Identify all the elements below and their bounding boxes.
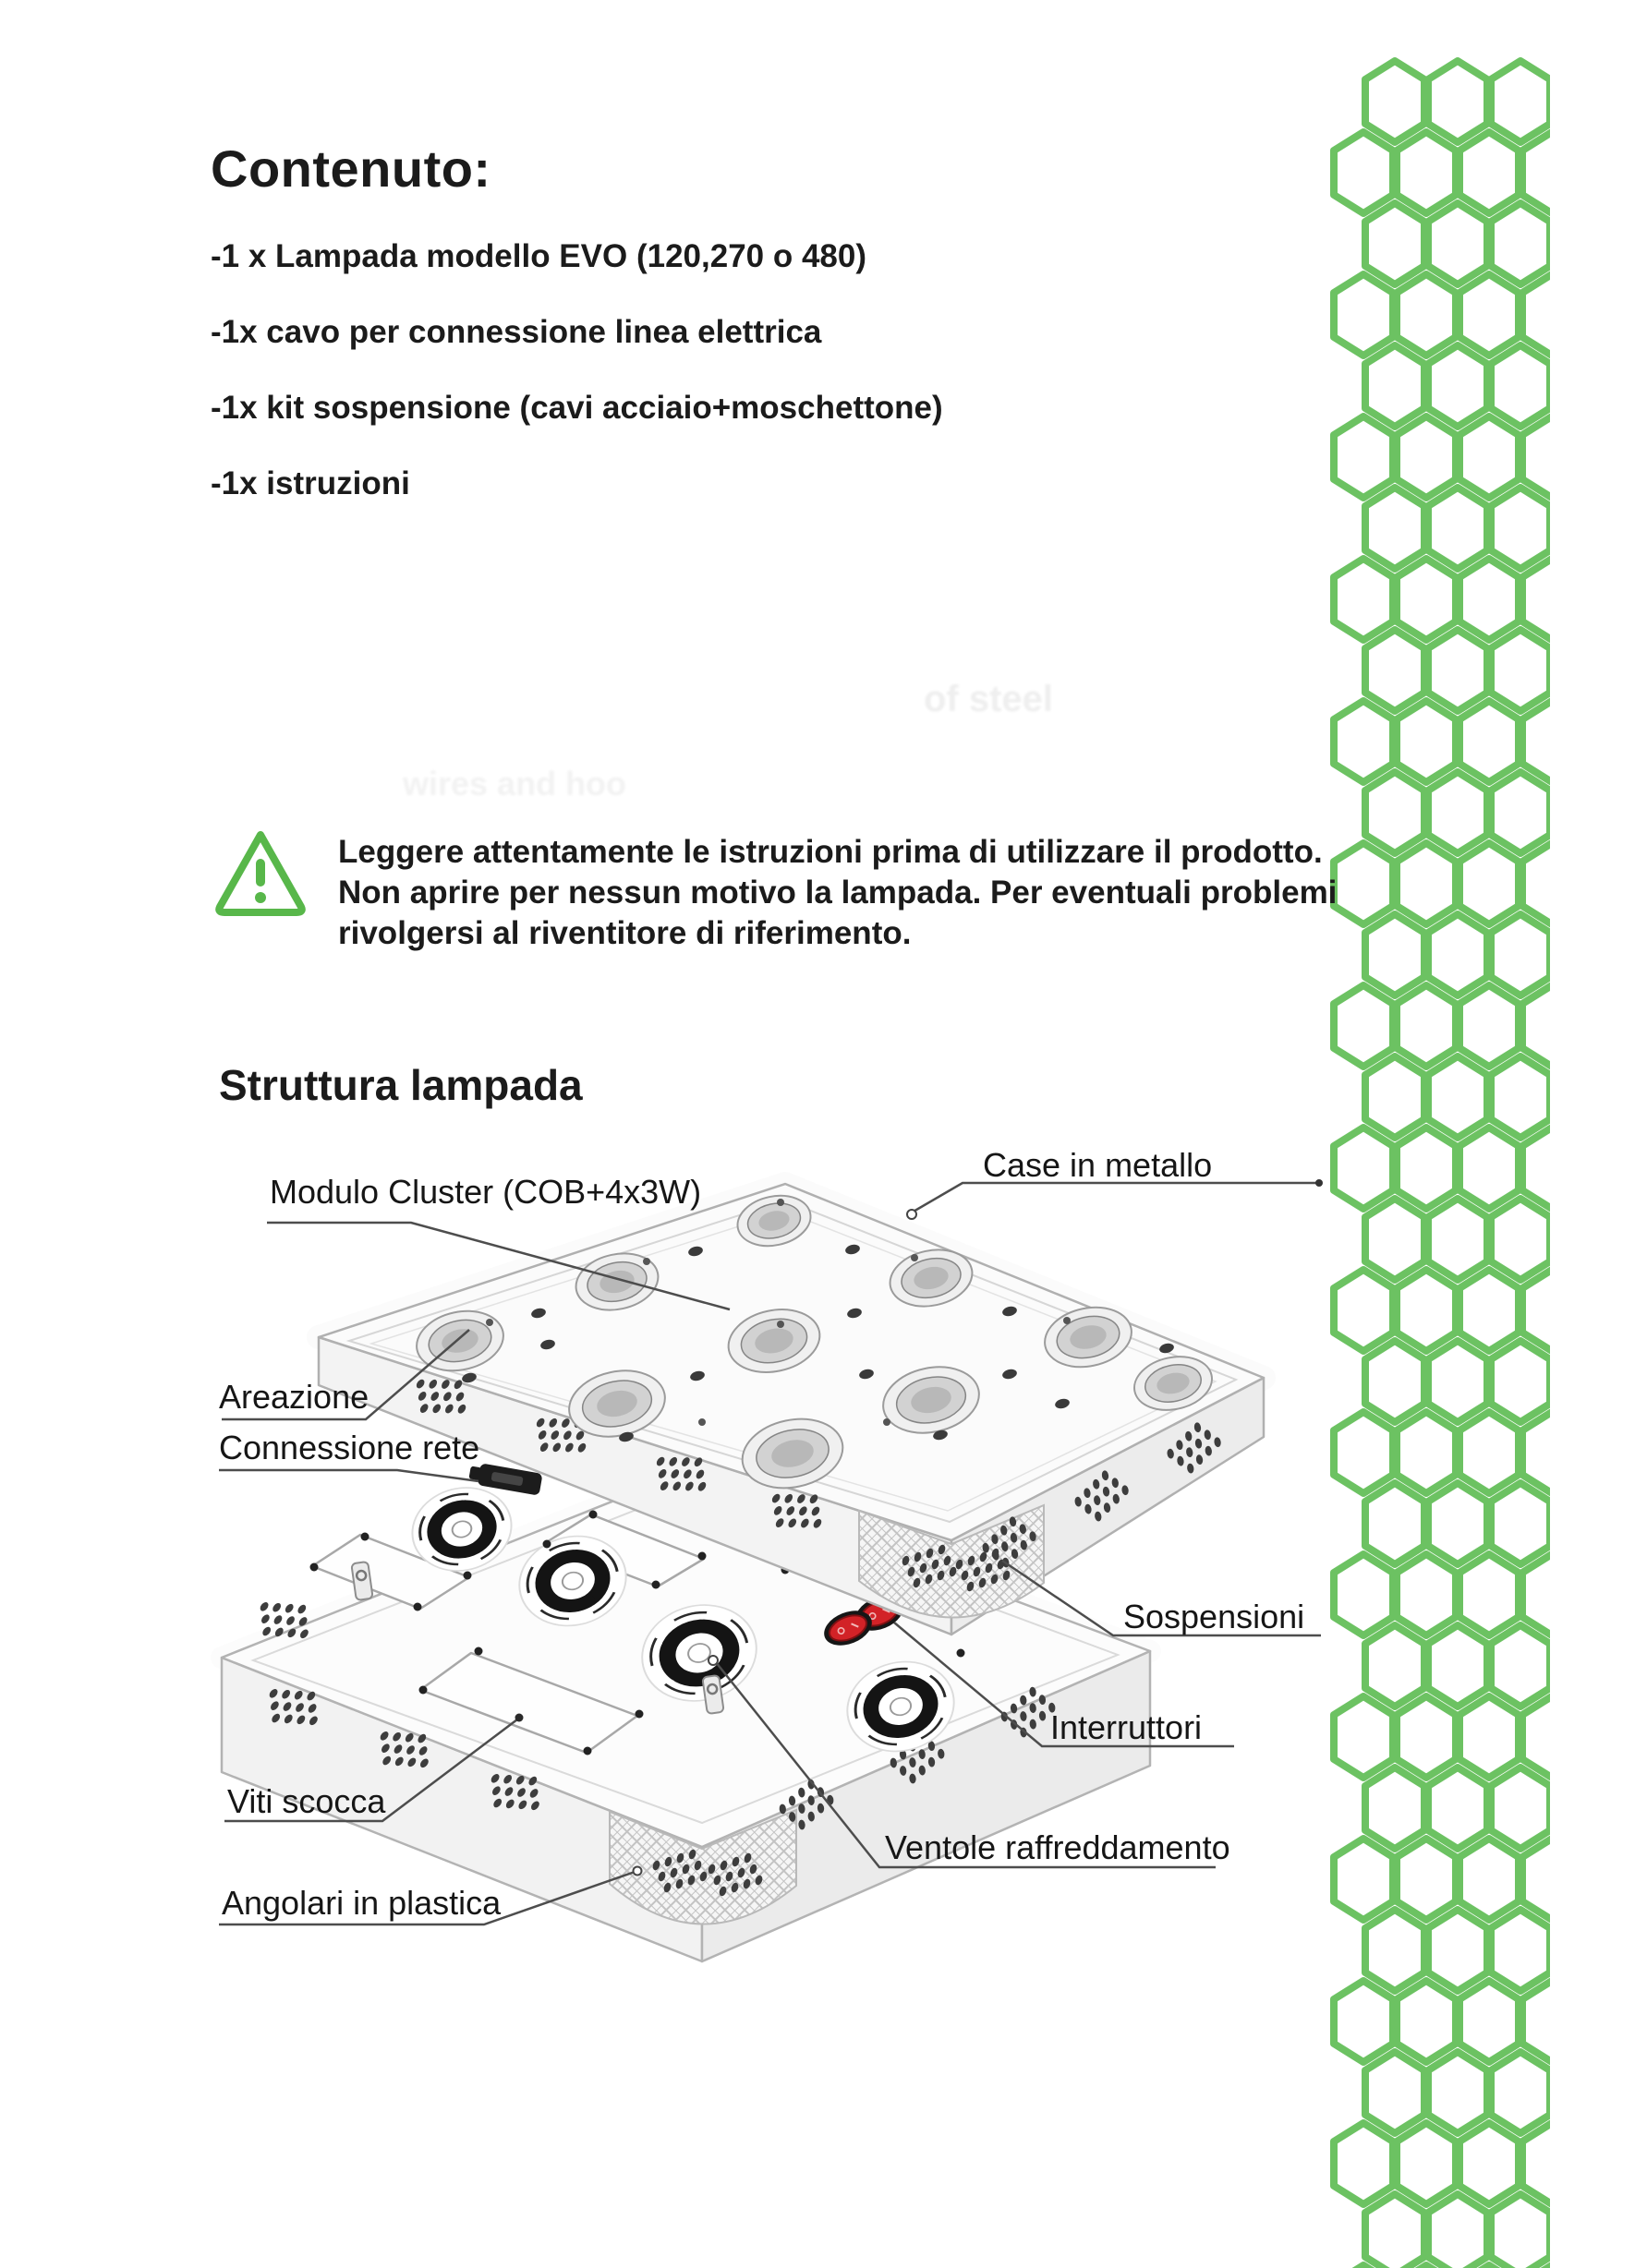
ghost-text-fragment: wires and hoo (403, 765, 627, 802)
screw-dot (698, 1418, 706, 1426)
label-viti-scocca: Viti scocca (227, 1782, 386, 1820)
warning-line: rivolgersi al riventitore di riferimento. (338, 915, 912, 951)
leader-case-metallo (912, 1183, 1319, 1212)
section-title: Struttura lampada (219, 1061, 583, 1109)
leader-end-circle (907, 1210, 916, 1219)
screw-dot (589, 1511, 598, 1519)
label-interruttori: Interruttori (1050, 1708, 1203, 1746)
label-angolari: Angolari in plastica (222, 1884, 502, 1922)
content-item: -1x kit sospensione (cavi acciaio+moschettone) (211, 390, 943, 426)
ghost-text-fragment: of steel (924, 679, 1054, 719)
warning-line: Leggere attentamente le istruzioni prima di utilizzare il prodotto. (338, 834, 1323, 870)
screw-dot (310, 1563, 319, 1572)
screw-dot (584, 1747, 592, 1755)
screw-dot (464, 1572, 472, 1580)
label-sospensioni: Sospensioni (1123, 1598, 1305, 1635)
warning-line: Non aprire per nessun motivo la lampada. Per eventuali problemi (338, 875, 1338, 911)
screw-dot (419, 1686, 428, 1695)
screw-dot (643, 1258, 650, 1265)
screw-dot (636, 1710, 644, 1719)
screw-dot (883, 1418, 890, 1426)
content-item: -1x cavo per connessione linea elettrica (211, 314, 822, 350)
label-connessione-rete: Connessione rete (219, 1429, 480, 1466)
screw-dot (486, 1319, 493, 1326)
screw-dot (414, 1603, 422, 1611)
leader-end-screw (515, 1714, 524, 1722)
label-areazione: Areazione (219, 1378, 369, 1416)
content-item: -1x istruzioni (211, 465, 410, 501)
screw-dot (698, 1552, 707, 1561)
screw-dot (957, 1649, 965, 1658)
screw-dot (361, 1533, 369, 1541)
leader-connessione (219, 1470, 478, 1481)
screw-dot (543, 1540, 551, 1549)
leader-end-circle (634, 1867, 642, 1876)
label-ventole: Ventole raffreddamento (885, 1828, 1230, 1866)
label-modulo-cluster: Modulo Cluster (COB+4x3W) (270, 1173, 702, 1211)
screw-dot (1063, 1317, 1071, 1324)
screw-dot (777, 1199, 784, 1206)
leader-end-dot (1315, 1179, 1323, 1187)
page-title: Contenuto: (211, 139, 491, 198)
content-item: -1 x Lampada modello EVO (120,270 o 480) (211, 238, 866, 274)
leader-end-circle (708, 1656, 718, 1665)
screw-dot (475, 1647, 483, 1656)
label-case-metallo: Case in metallo (983, 1146, 1213, 1184)
screw-dot (911, 1254, 918, 1261)
screw-dot (652, 1581, 660, 1589)
screw-dot (777, 1321, 784, 1328)
connector-tip (468, 1466, 481, 1480)
